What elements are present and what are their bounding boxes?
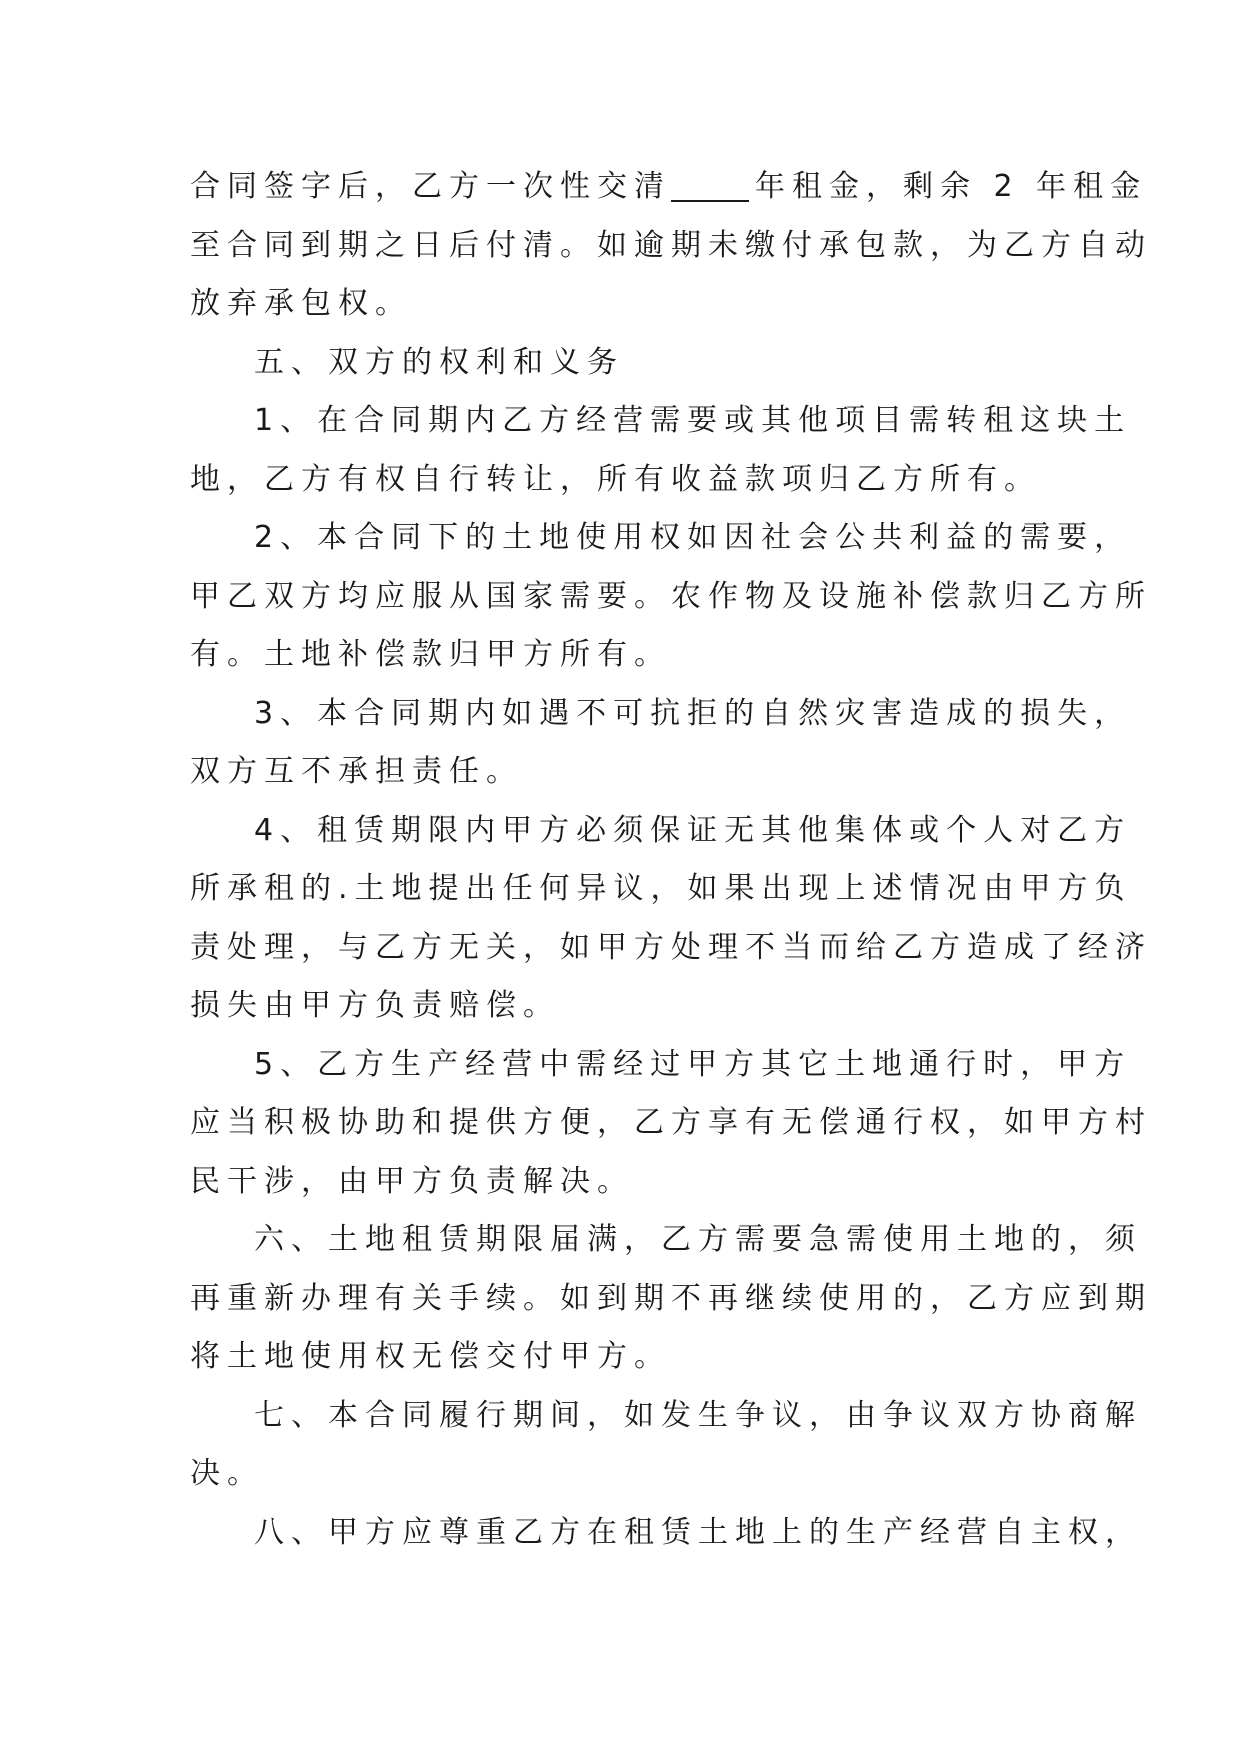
text-line	[190, 743, 1060, 802]
text-line	[190, 1504, 1142, 1563]
text-segment: 放弃承包权。	[190, 286, 412, 321]
text-segment: 1、在合同期内乙方经营需要或其他项目需转租这块土	[254, 403, 1132, 438]
text-line	[190, 1270, 1152, 1329]
text-segment: 地，乙方有权自行转让，所有收益款项归乙方所有。	[190, 461, 1041, 497]
text-line	[190, 1328, 1060, 1387]
text-line	[190, 1387, 1142, 1446]
text-line	[190, 685, 1132, 744]
text-segment: 至合同到期之日后付清。如逾期未缴付承包款，为乙方自动	[190, 227, 1152, 263]
text-line	[190, 158, 1148, 217]
text-segment: 4、租赁期限内甲方必须保证无其他集体或个人对乙方	[254, 812, 1132, 848]
text-segment: 应当积极协助和提供方便，乙方享有无偿通行权，如甲方村	[190, 1105, 1152, 1140]
text-line	[190, 509, 1132, 568]
text-segment: 3、本合同期内如遇不可抗拒的自然灾害造成的损失，	[254, 695, 1132, 731]
text-line	[190, 919, 1152, 978]
text-line	[190, 217, 1152, 276]
text-segment: 甲乙双方均应服从国家需要。农作物及设施补偿款归乙方所	[190, 578, 1152, 614]
text-line	[190, 802, 1132, 861]
text-line	[190, 1036, 1132, 1095]
text-segment: 八、甲方应尊重乙方在租赁土地上的生产经营自主权，	[254, 1514, 1142, 1550]
text-segment: 双方互不承担责任。	[190, 754, 523, 789]
text-line	[190, 977, 1060, 1036]
text-segment: 七、本合同履行期间，如发生争议，由争议双方协商解	[254, 1397, 1142, 1433]
text-segment: 责处理，与乙方无关，如甲方处理不当而给乙方造成了经济	[190, 929, 1152, 965]
text-segment: 决。	[190, 1456, 264, 1491]
text-segment: 五、双方的权利和义务	[254, 344, 624, 380]
text-segment: 5、乙方生产经营中需经过甲方其它土地通行时，甲方	[254, 1046, 1132, 1082]
text-line	[190, 392, 1132, 451]
text-segment: 2、本合同下的土地使用权如因社会公共利益的需要，	[254, 520, 1132, 555]
text-segment: 有。土地补偿款归甲方所有。	[190, 637, 671, 672]
text-line	[190, 1211, 1142, 1270]
text-segment: 将土地使用权无偿交付甲方。	[190, 1339, 671, 1374]
text-line	[190, 1153, 1060, 1212]
text-segment: 所承租的.土地提出任何异议，如果出现上述情况由甲方负	[190, 871, 1132, 906]
text-segment: 民干涉，由甲方负责解决。	[190, 1163, 634, 1199]
text-line	[190, 1094, 1152, 1153]
text-segment: 损失由甲方负责赔偿。	[190, 988, 560, 1023]
text-line	[190, 275, 1060, 334]
document-body	[190, 158, 1152, 1562]
text-line	[190, 860, 1132, 919]
text-line	[190, 334, 1060, 393]
text-segment: 合同签字后，乙方一次性交清	[190, 169, 671, 204]
fill-in-blank	[671, 170, 749, 202]
text-segment: 六、土地租赁期限届满，乙方需要急需使用土地的，须	[254, 1222, 1142, 1257]
text-segment: 再重新办理有关手续。如到期不再继续使用的，乙方应到期	[190, 1280, 1152, 1316]
text-line	[190, 451, 1060, 510]
text-line	[190, 1445, 1060, 1504]
text-line	[190, 568, 1152, 627]
text-segment: 年租金，剩余 2 年租金	[755, 169, 1148, 204]
text-line	[190, 626, 1060, 685]
